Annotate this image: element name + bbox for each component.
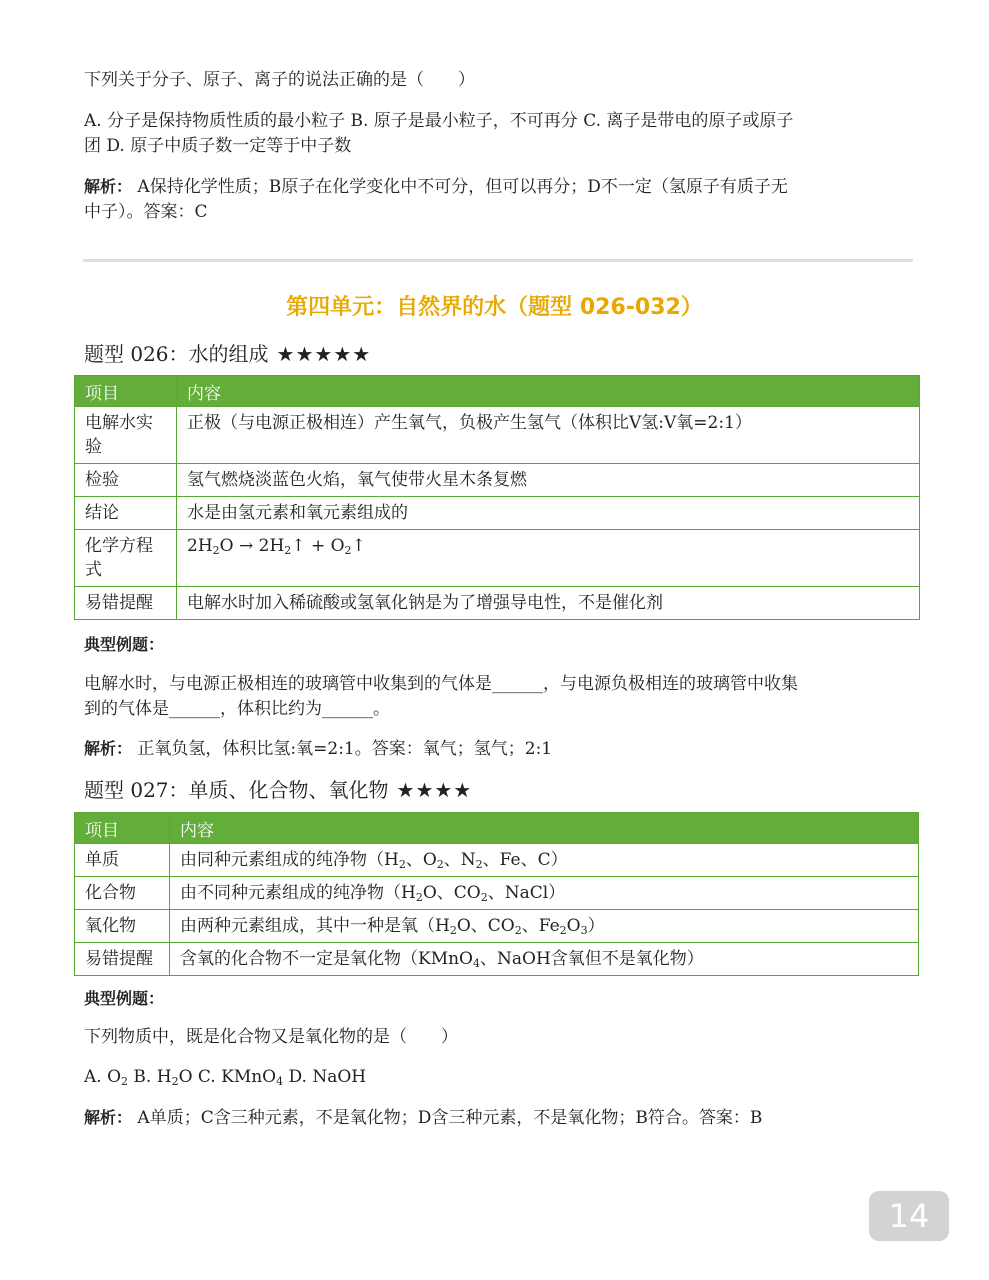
section-divider xyxy=(83,259,913,262)
type026-example-label: 典型例题： xyxy=(84,635,165,654)
cell-content: 由不同种元素组成的纯净物（$H_2O$、$CO_2$、NaCl） xyxy=(170,877,919,910)
cell-item: 结论 xyxy=(75,497,177,530)
type026-question-line2: 到的气体是______，体积比约为______。 xyxy=(84,699,390,719)
table-row xyxy=(75,877,919,910)
type027-analysis xyxy=(84,1105,914,1131)
type026-analysis-label: 解析： xyxy=(84,739,133,758)
cell-content: 正极（与电源正极相连）产生氧气，负极产生氢气（体积比V氢:V氧=2:1） xyxy=(177,407,920,464)
prev-analysis-label: 解析： xyxy=(84,177,133,196)
table-header-row xyxy=(75,813,919,844)
prev-question-options xyxy=(84,109,914,159)
unit-title: 第四单元：自然界的水（题型 026-032） xyxy=(286,295,703,320)
type027-stars: ★★★★ xyxy=(396,778,473,802)
prev-analysis-line2: 中子）。答案：C xyxy=(84,202,208,222)
type027-analysis-text: A单质；C含三种元素，不是氧化物；D含三种元素，不是氧化物；B符合。答案：B xyxy=(137,1108,763,1128)
cell-item: 易错提醒 xyxy=(75,943,170,976)
type026-stars: ★★★★★ xyxy=(276,342,372,366)
type026-heading xyxy=(84,340,371,368)
table-row xyxy=(75,943,919,976)
type026-question-line1: 电解水时，与电源正极相连的玻璃管中收集到的气体是______，与电源负极相连的玻璃管中收集 xyxy=(84,674,798,694)
table-header-row xyxy=(75,376,920,407)
cell-item: 检验 xyxy=(75,464,177,497)
table-row xyxy=(75,910,919,943)
type027-analysis-label: 解析： xyxy=(84,1108,133,1127)
prev-analysis-line1: A保持化学性质；B原子在化学变化中不可分，但可以再分；D不一定（氢原子有质子无 xyxy=(137,177,788,197)
type027-title: 题型 027：单质、化合物、氧化物 xyxy=(84,778,389,802)
cell-item: 易错提醒 xyxy=(75,587,177,620)
type026-question xyxy=(84,672,914,722)
cell-content: 水是由氢元素和氧元素组成的 xyxy=(177,497,920,530)
col-header-item: 项目 xyxy=(75,813,170,844)
cell-item: 化合物 xyxy=(75,877,170,910)
col-header-content: 内容 xyxy=(177,376,920,407)
prev-options-line1: A. 分子是保持物质性质的最小粒子 B. 原子是最小粒子，不可再分 C. 离子是带电的原子或原子 xyxy=(84,111,794,131)
table-row xyxy=(75,464,920,497)
prev-question-stem: 下列关于分子、原子、离子的说法正确的是（ ） xyxy=(84,70,475,90)
cell-equation: $2H_2O$ → $2H_2↑$ + $O_2↑$ xyxy=(177,530,920,587)
table-row xyxy=(75,497,920,530)
col-header-item: 项目 xyxy=(75,376,177,407)
cell-content: 电解水时加入稀硫酸或氢氧化钠是为了增强导电性，不是催化剂 xyxy=(177,587,920,620)
type026-analysis-text: 正氧负氢，体积比氢:氧=2:1。答案：氧气；氢气；2:1 xyxy=(137,739,553,759)
cell-item: 电解水实验 xyxy=(75,407,177,464)
type026-analysis xyxy=(84,736,914,762)
table-row xyxy=(75,844,919,877)
type027-table xyxy=(74,812,919,976)
page-number-badge: 14 xyxy=(869,1191,949,1241)
type026-title: 题型 026：水的组成 xyxy=(84,342,269,366)
col-header-content: 内容 xyxy=(170,813,919,844)
cell-item: 化学方程式 xyxy=(75,530,177,587)
table-row xyxy=(75,587,920,620)
cell-content: 氢气燃烧淡蓝色火焰，氧气使带火星木条复燃 xyxy=(177,464,920,497)
type027-options: A. $O_2$ B. $H_2O$ C. KMnO$_4$ D. NaOH xyxy=(84,1067,367,1088)
cell-item: 氧化物 xyxy=(75,910,170,943)
prev-analysis xyxy=(84,174,914,225)
cell-item: 单质 xyxy=(75,844,170,877)
type026-table xyxy=(74,375,920,620)
cell-content: 含氧的化合物不一定是氧化物（KMnO$_4$、NaOH含氧但不是氧化物） xyxy=(170,943,919,976)
prev-options-line2: 团 D. 原子中质子数一定等于中子数 xyxy=(84,136,352,156)
table-row xyxy=(75,407,920,464)
type027-example-label: 典型例题： xyxy=(84,989,165,1008)
table-row xyxy=(75,530,920,587)
type027-question: 下列物质中，既是化合物又是氧化物的是（ ） xyxy=(84,1027,458,1047)
cell-content: 由同种元素组成的纯净物（$H_2$、$O_2$、$N_2$、Fe、C） xyxy=(170,844,919,877)
type027-heading xyxy=(84,776,472,804)
cell-content: 由两种元素组成，其中一种是氧（$H_2O$、$CO_2$、$Fe_2O_3$） xyxy=(170,910,919,943)
